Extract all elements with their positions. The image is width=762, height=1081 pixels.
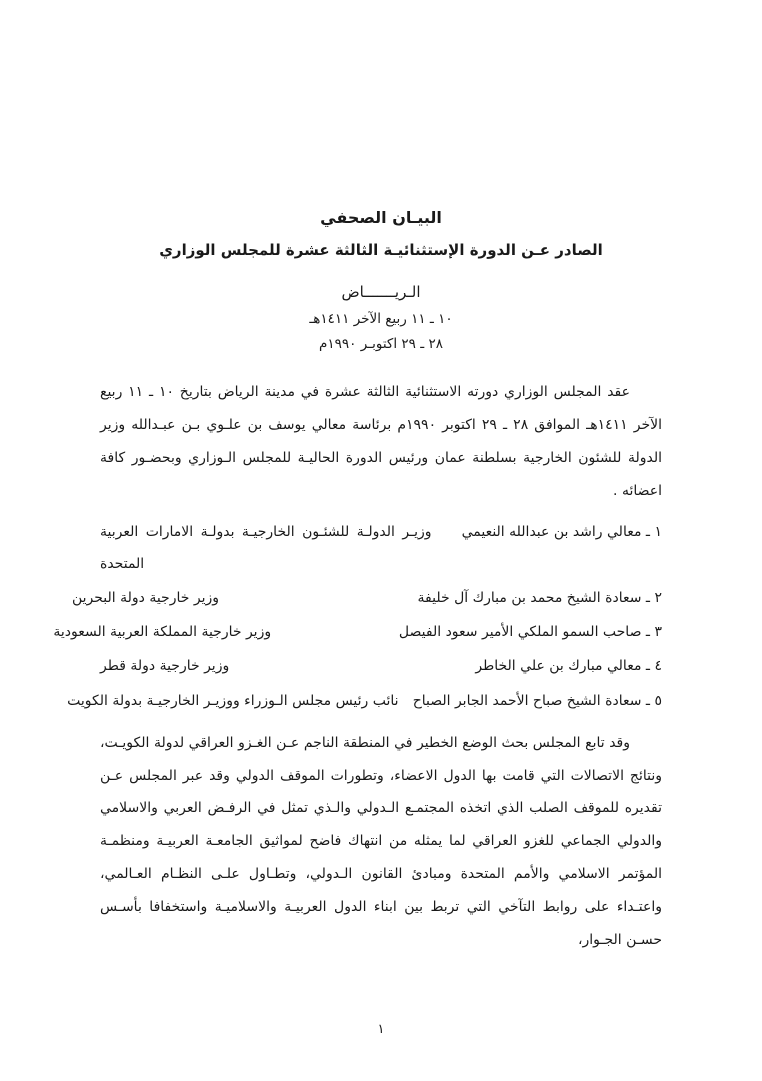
attendee-name: ١ ـ معالي راشد بن عبدالله النعيمي <box>461 523 662 540</box>
location-line: الـريـــــــاض <box>341 283 421 301</box>
intro-paragraph: عقد المجلس الوزاري دورته الاستثنائية الثالثة عشرة في مدينة الرياض بتاريخ ١٠ ـ ١١ ربيع الآخر ١٤١١هـ الموافق ٢٨ ـ ٢٩ اكتوبر ١٩٩٠م برئاسة معالي يوسف بن علـوي بـن عبـدالله وزير الدولة للشئون الخارجية بسلطنة عمان ورئيس الدورة الحاليـة للمجلس الـوزاري وبحضـور كافة اعضائه . <box>100 384 662 499</box>
attendee-row <box>53 616 662 648</box>
attendee-row <box>100 650 662 682</box>
attendee-title: وزير خارجية دولة قطر <box>100 658 230 675</box>
attendee-row <box>71 582 662 614</box>
page-footer <box>0 1022 762 1037</box>
closing-paragraph: وقد تابع المجلس بحث الوضع الخطير في المنطقة الناجم عـن الغـزو العراقي لدولة الكويـت، ونتائج الاتصالات التي قامت بها الدول الاعضاء، وتطورات الموقف الدولي وقد عبر المجلس عـن تقديره للموقف الصلب الذي اتخذه المجتمـع الـدولي والـذي تمثل في الرفـض العربي والاسلامي والدولي الجماعي للغزو العراقي لما يمثله من انتهاك فاضح لمواثيق الجامعـة العربيـة ومنظمـة المؤتمر الاسلامي والأمم المتحدة ومبادئ القانون الـدولي، وتطـاول علـى النظـام العـالمي، واعتـداء على روابط التآخي التي تربط بين ابناء الدول العربيـة والاسلاميـة واستخفافا بأسـس حسـن الجـوار، <box>100 734 662 949</box>
document-title: البيـان الصحفي <box>320 208 442 227</box>
attendee-title: وزيـر الدولـة للشئـون الخارجيـة بدولـة الامارات العربية المتحدة <box>100 523 432 572</box>
attendee-title: وزير خارجية المملكة العربية السعودية <box>53 624 272 641</box>
attendee-name: ٢ ـ سعادة الشيخ محمد بن مبارك آل خليفة <box>417 589 662 606</box>
attendee-name: ٥ ـ سعادة الشيخ صباح الأحمد الجابر الصباح <box>412 692 662 709</box>
document-subtitle: الصادر عـن الدورة الإستثنائيـة الثالثة عشرة للمجلس الوزاري <box>159 241 603 259</box>
attendee-name: ٣ ـ صاحب السمو الملكي الأمير سعود الفيصل <box>398 624 662 641</box>
attendee-row <box>100 516 662 580</box>
date-gregorian: ٢٨ ـ ٢٩ اكتوبـر ١٩٩٠م <box>319 336 443 352</box>
attendee-name: ٤ ـ معالي مبارك بن علي الخاطر <box>475 658 662 675</box>
attendee-title: نائب رئيس مجلس الـوزراء ووزيـر الخارجيـة بدولة الكويت <box>67 692 399 709</box>
page-number: ١ <box>377 1022 385 1037</box>
document-header <box>100 208 662 352</box>
date-hijri: ١٠ ـ ١١ ربيع الآخر ١٤١١هـ <box>309 311 453 327</box>
attendee-row <box>67 685 662 717</box>
attendees-list <box>53 516 662 717</box>
attendee-title: وزير خارجية دولة البحرين <box>71 589 219 606</box>
